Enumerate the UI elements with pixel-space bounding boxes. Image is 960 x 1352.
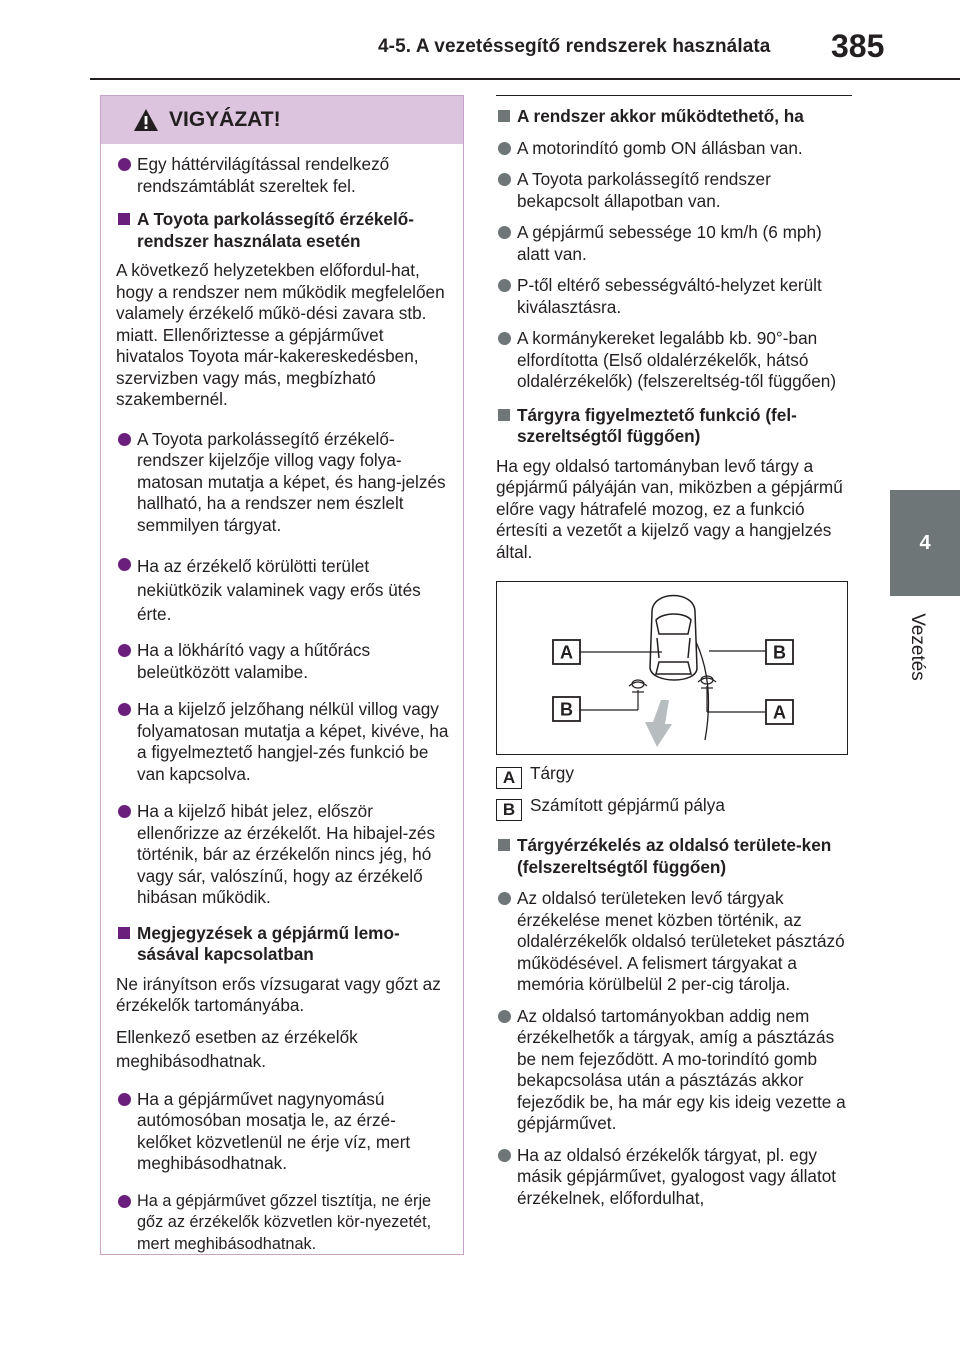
legend-item xyxy=(496,763,852,789)
warning-box xyxy=(100,95,464,1255)
legend-text: Tárgy xyxy=(530,763,574,784)
bullet-icon xyxy=(118,1195,131,1208)
bullet-icon xyxy=(118,703,131,716)
bullet-icon xyxy=(118,644,131,657)
square-bullet-icon xyxy=(118,927,130,939)
car-diagram xyxy=(497,582,847,754)
list-item: A motorindító gomb ON állásban van. xyxy=(496,138,852,160)
list-item: Egy háttérvilágítással rendelkező rendszámtáblát szereltek fel. xyxy=(116,154,449,197)
paragraph: Ellenkező esetben az érzékelők meghibásodhatnak. xyxy=(116,1026,358,1071)
subheading: Megjegyzések a gépjármű lemo-sásával kapcsolatban xyxy=(116,923,449,966)
bullet-icon xyxy=(118,433,131,446)
legend-label-b: B xyxy=(496,799,522,821)
label-b: B xyxy=(773,642,786,663)
page-number: 385 xyxy=(831,28,885,64)
right-column xyxy=(496,95,852,1209)
warning-title: VIGYÁZAT! xyxy=(169,108,281,131)
reverse-arrow xyxy=(645,700,672,747)
paragraph: Ne irányítson erős vízsugarat vagy gőzt az érzékelők tartományába. xyxy=(116,973,441,1015)
list-item: Az oldalsó területeken levő tárgyak érzékelése menet közben történik, az oldalérzékelők oldalsó területeket pásztázó működésével. A felismert tárgyakat a memória körülbelül 2 per-cig tárolja. xyxy=(496,888,852,996)
list-item: Ha a gépjárművet gőzzel tisztítja, ne érje gőz az érzékelők közvetlen kör-nyezetét, mert meghibásodhatnak. xyxy=(116,1191,449,1256)
section-title: 4-5. A vezetéssegítő rendszerek használata xyxy=(378,36,771,57)
list-item: A Toyota parkolássegítő érzékelő-rendszer kijelzője villog vagy folya-matosan mutatja a képet, és hang-jelzés hallható, ha a rendszer nem észlelt semmilyen tárgyat. xyxy=(116,429,449,537)
label-b: B xyxy=(560,699,573,720)
list-item: A kormánykereket legalább kb. 90°-ban elfordította (Első oldalérzékelők, hátsó oldalérzékelők) (felszereltség-től függően) xyxy=(496,328,852,393)
paragraph: Ha egy oldalsó tartományban levő tárgy a gépjármű pályáján van, miközben a gépjármű előre vagy hátrafelé mozog, ez a funkció értesíti a vezetőt a kijelző vagy a hangjelzés által. xyxy=(496,455,843,562)
bullet-icon xyxy=(118,558,131,571)
square-bullet-icon xyxy=(498,409,510,421)
car-top-view xyxy=(650,596,697,681)
side-detection-figure xyxy=(496,581,848,755)
square-bullet-icon xyxy=(498,110,510,122)
list-item: Az oldalsó tartományokban addig nem érzékelhetők a tárgyak, amíg a pásztázás be nem fejeződött. A mo-torindító gomb bekapcsolása után a pásztázás akkor fejeződik be, ha már egy kis ideig vezette a gépjárművet. xyxy=(496,1006,852,1135)
subheading: A Toyota parkolássegítő érzékelő-rendszer használata esetén xyxy=(116,209,449,252)
paragraph: A következő helyzetekben előfordul-hat, hogy a rendszer nem működik megfelelően valamely érzékelő műkö-dési zavara stb. miatt. Ellenőriztesse a gépjárművet hivatalos Toyota már-kakereskedésben, szervizben vagy más, megbízható szakembernél. xyxy=(116,260,445,409)
bullet-icon xyxy=(118,158,131,171)
legend-item xyxy=(496,795,852,821)
chapter-label xyxy=(897,605,937,689)
list-item: Ha az érzékelő körülötti terület nekiütközik valaminek vagy erős ütés érte. xyxy=(116,554,449,626)
warning-header xyxy=(101,96,463,144)
legend-label-a: A xyxy=(496,767,522,789)
bullet-icon xyxy=(118,805,131,818)
bullet-icon xyxy=(498,226,511,239)
legend-text: Számított gépjármű pálya xyxy=(530,795,725,816)
list-item: A gépjármű sebessége 10 km/h (6 mph) alatt van. xyxy=(496,222,852,265)
list-item: Ha a gépjárművet nagynyomású autómosóban mosatja le, az érzé-kelőket közvetlenül ne érje víz, mert meghibásodhatnak. xyxy=(116,1089,449,1175)
list-item: Ha a kijelző hibát jelez, először ellenőrizze az érzékelőt. Ha hibajel-zés történik, bár az érzékelőn nincs jég, hó vagy sár, valószínű, hogy az érzékelő hibásan működik. xyxy=(116,801,449,909)
list-item: Ha a lökhárító vagy a hűtőrács beleütközött valamibe. xyxy=(116,640,449,683)
bullet-icon xyxy=(498,142,511,155)
chapter-number: 4 xyxy=(919,531,931,554)
list-item: Ha a kijelző jelzőhang nélkül villog vagy folyamatosan mutatja a képet, kivéve, ha a figyelmeztető hangjel-zés funkció be van kapcsolva. xyxy=(116,699,449,785)
list-item: Ha az oldalsó érzékelők tárgyat, pl. egy másik gépjárművet, gyalogost vagy állatot érzékelnek, előfordulhat, xyxy=(496,1145,852,1210)
bullet-icon xyxy=(498,892,511,905)
square-bullet-icon xyxy=(498,839,510,851)
subheading: Tárgyérzékelés az oldalsó területe-ken (felszereltségtől függően) xyxy=(496,835,852,878)
bullet-icon xyxy=(498,1010,511,1023)
header-rule xyxy=(90,78,960,80)
list-item: P-től eltérő sebességváltó-helyzet került kiválasztásra. xyxy=(496,275,852,318)
square-bullet-icon xyxy=(118,213,130,225)
label-a: A xyxy=(773,702,786,723)
bullet-icon xyxy=(498,279,511,292)
subheading: Tárgyra figyelmeztető funkció (fel-szereltségtől függően) xyxy=(496,405,852,448)
column-rule xyxy=(496,95,852,96)
bullet-icon xyxy=(498,1149,511,1162)
warning-triangle-icon xyxy=(133,108,159,132)
bullet-icon xyxy=(498,173,511,186)
label-a: A xyxy=(560,642,573,663)
chapter-tab[interactable] xyxy=(890,490,960,596)
subheading: A rendszer akkor működtethető, ha xyxy=(496,106,852,128)
bullet-icon xyxy=(118,1093,131,1106)
bullet-icon xyxy=(498,332,511,345)
list-item: A Toyota parkolássegítő rendszer bekapcsolt állapotban van. xyxy=(496,169,852,212)
chapter-name: Vezetés xyxy=(907,613,928,681)
